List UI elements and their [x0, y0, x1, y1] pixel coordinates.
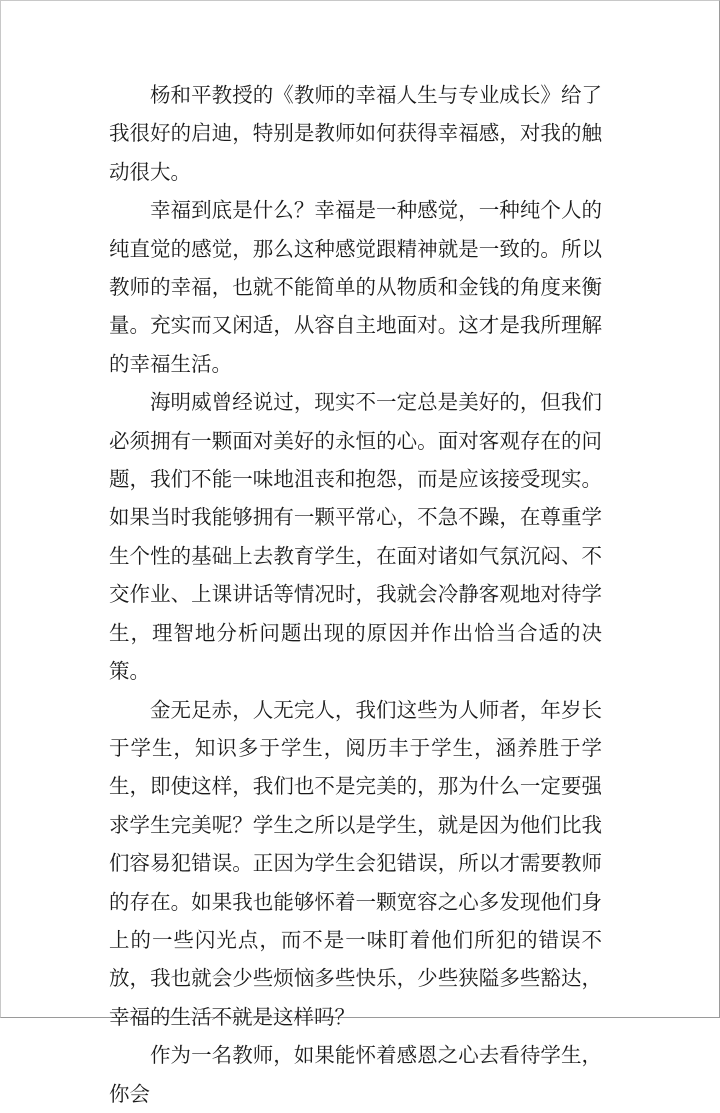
document-body: [109, 76, 602, 1113]
paragraph-2: 幸福到底是什么？幸福是一种感觉，一种纯个人的纯直觉的感觉，那么这种感觉跟精神就是一致的。所以教师的幸福，也就不能简单的从物质和金钱的角度来衡量。充实而又闲适，从容自主地面对。这才是我所理解的幸福生活。: [109, 198, 602, 376]
paragraph-3: 海明威曾经说过，现实不一定总是美好的，但我们必须拥有一颗面对美好的永恒的心。面对客观存在的问题，我们不能一味地沮丧和抱怨，而是应该接受现实。如果当时我能够拥有一颗平常心，不急不躁，在尊重学生个性的基础上去教育学生，在面对诸如气氛沉闷、不交作业、上课讲话等情况时，我就会冷静客观地对待学生，理智地分析问题出现的原因并作出恰当合适的决策。: [109, 390, 602, 684]
paragraph-5: 作为一名教师，如果能怀着感恩之心去看待学生，你会: [109, 1043, 602, 1106]
paragraph-1: 杨和平教授的《教师的幸福人生与专业成长》给了我很好的启迪，特别是教师如何获得幸福感，对我的触动很大。: [109, 83, 602, 184]
paragraph-4: 金无足赤，人无完人，我们这些为人师者，年岁长于学生，知识多于学生，阅历丰于学生，涵养胜于学生，即使这样，我们也不是完美的，那为什么一定要强求学生完美呢？学生之所以是学生，就是因为他们比我们容易犯错误。正因为学生会犯错误，所以才需要教师的存在。如果我也能够怀着一颗宽容之心多发现他们身上的一些闪光点，而不是一味盯着他们所犯的错误不放，我也就会少些烦恼多些快乐，少些狭隘多些豁达，幸福的生活不就是这样吗？: [109, 697, 602, 1029]
